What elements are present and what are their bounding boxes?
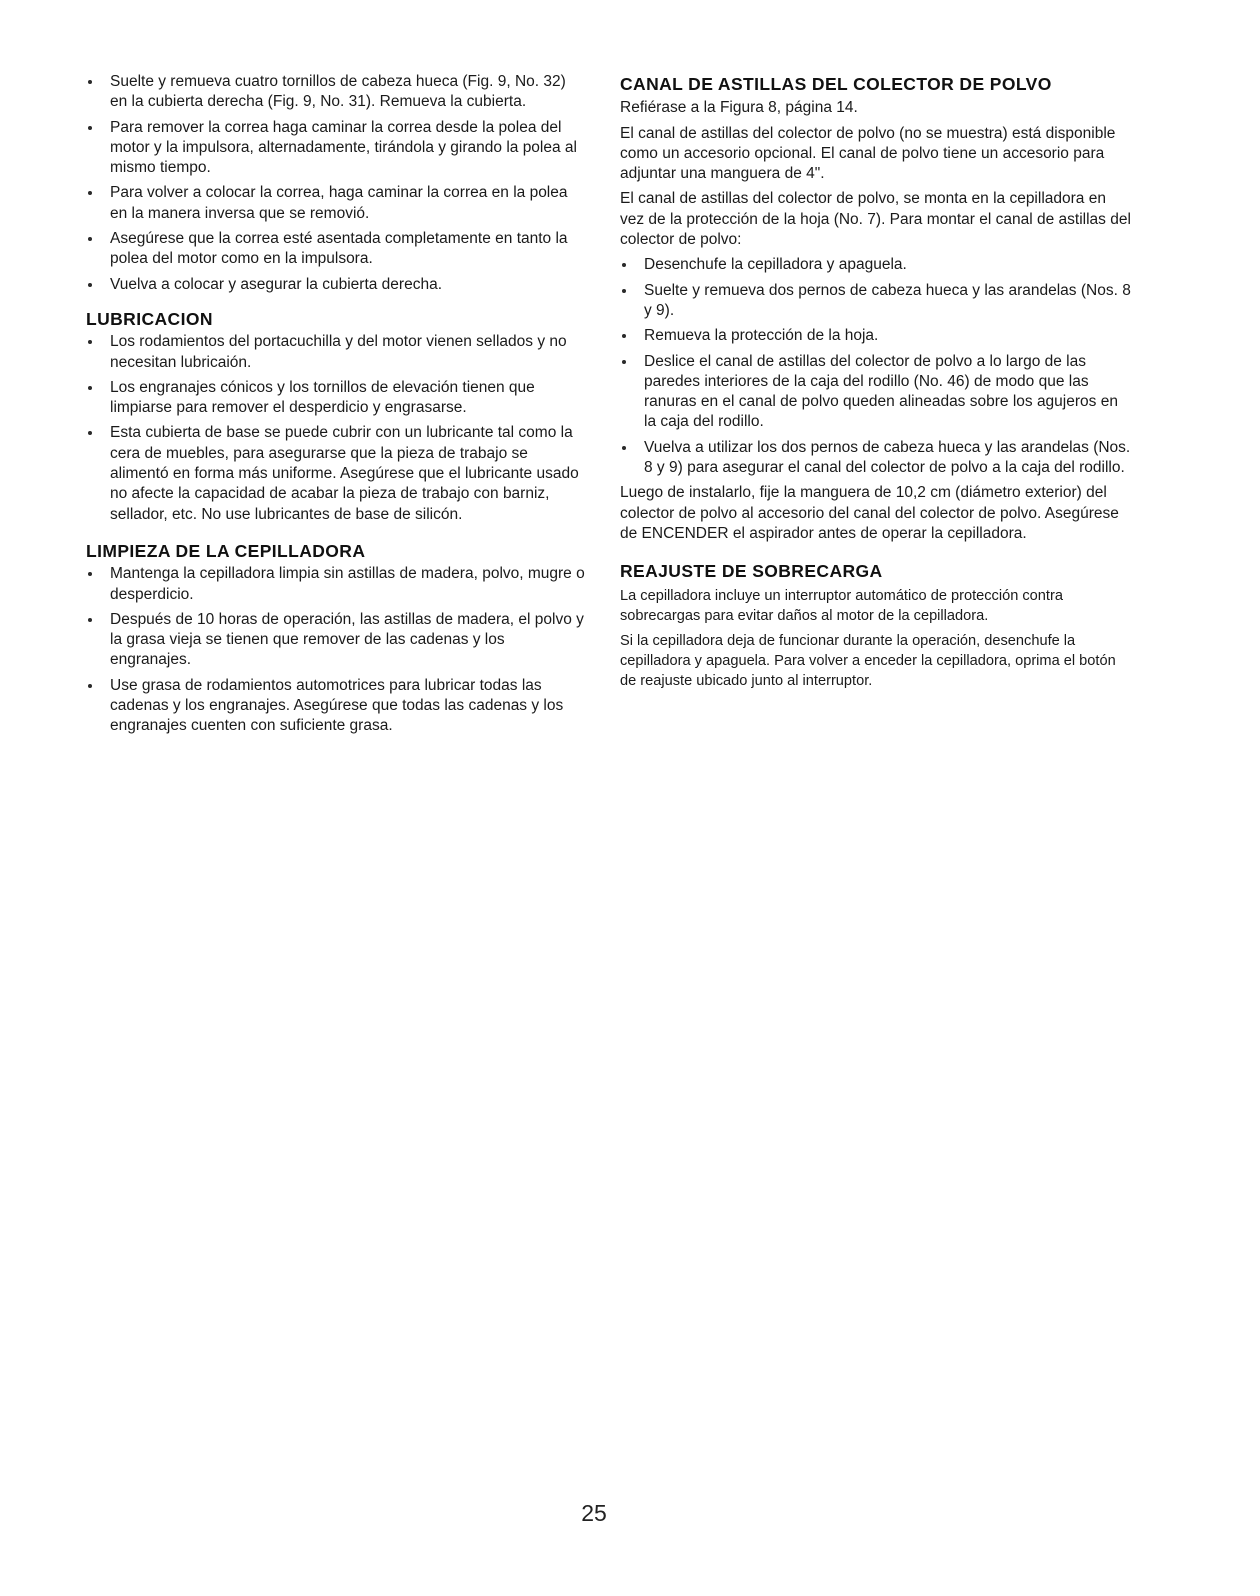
canal-steps-list [620, 255, 1132, 478]
list-item: Suelte y remueva dos pernos de cabeza hueca y las arandelas (Nos. 8 y 9). [620, 281, 1132, 322]
list-item: Mantenga la cepilladora limpia sin astillas de madera, polvo, mugre o desperdicio. [86, 564, 586, 605]
list-item: Para volver a colocar la correa, haga caminar la correa en la polea en la manera inversa que se removió. [86, 183, 586, 224]
reajuste-paragraph-2: Si la cepilladora deja de funcionar durante la operación, desenchufe la cepilladora y apaguela. Para volver a enceder la cepilladora, oprima el botón de reajuste ubicado junto al interruptor. [620, 632, 1116, 689]
list-item: Vuelva a utilizar los dos pernos de cabeza hueca y las arandelas (Nos. 8 y 9) para asegurar el canal del colector de polvo a la caja del rodillo. [620, 438, 1132, 479]
limpieza-heading: LIMPIEZA DE LA CEPILLADORA [86, 540, 366, 561]
canal-heading: CANAL DE ASTILLAS DEL COLECTOR DE POLVO [620, 74, 1052, 94]
list-item: Desenchufe la cepilladora y apaguela. [620, 255, 1132, 275]
page-number: 25 [581, 1500, 607, 1526]
list-item: Remueva la protección de la hoja. [620, 326, 1132, 346]
canal-paragraph-3: Luego de instalarlo, fije la manguera de 10,2 cm (diámetro exterior) del colector de polvo al accesorio del canal del colector de polvo. Asegúrese de ENCENDER el aspirador antes de operar la cepilladora. [620, 484, 1119, 542]
list-item: Los engranajes cónicos y los tornillos de elevación tienen que limpiarse para remover el desperdicio y engrasarse. [86, 378, 586, 419]
canal-paragraph-2: El canal de astillas del colector de polvo, se monta en la cepilladora en vez de la protección de la hoja (No. 7). Para montar el canal de astillas del colector de polvo: [620, 190, 1131, 249]
list-item: Suelte y remueva cuatro tornillos de cabeza hueca (Fig. 9, No. 32) en la cubierta derecha (Fig. 9, No. 31). Remueva la cubierta. [86, 72, 586, 113]
canal-reference: Refiérase a la Figura 8, página 14. [620, 99, 858, 117]
reajuste-paragraph-1: La cepilladora incluye un interruptor automático de protección contra sobrecargas para evitar daños al motor de la cepilladora. [620, 587, 1063, 624]
list-item: Use grasa de rodamientos automotrices para lubricar todas las cadenas y los engranajes. Asegúrese que todas las cadenas y los engranajes cuenten con suficiente grasa. [86, 676, 586, 737]
list-item: Vuelva a colocar y asegurar la cubierta derecha. [86, 275, 586, 295]
lubricacion-list [86, 332, 586, 525]
limpieza-list [86, 564, 586, 736]
list-item: Para remover la correa haga caminar la correa desde la polea del motor y la impulsora, alternadamente, tirándola y girando la polea al mismo tiempo. [86, 118, 586, 179]
right-column [620, 72, 1132, 696]
list-item: Deslice el canal de astillas del colector de polvo a lo largo de las paredes interiores de la caja del rodillo (No. 46) de modo que las ranuras en el canal de polvo queden alineadas sobre los agujeros en la caja del rodillo. [620, 352, 1132, 433]
list-item: Después de 10 horas de operación, las astillas de madera, el polvo y la grasa vieja se tienen que remover de las cadenas y los engranajes. [86, 610, 586, 671]
list-item: Asegúrese que la correa esté asentada completamente en tanto la polea del motor como en la impulsora. [86, 229, 586, 270]
canal-paragraph-1: El canal de astillas del colector de polvo (no se muestra) está disponible como un accesorio opcional. El canal de polvo tiene un accesorio para adjuntar una manguera de 4". [620, 124, 1116, 183]
reajuste-heading: REAJUSTE DE SOBRECARGA [620, 561, 883, 582]
list-item: Los rodamientos del portacuchilla y del motor vienen sellados y no necesitan lubricaión. [86, 332, 586, 373]
list-item: Esta cubierta de base se puede cubrir con un lubricante tal como la cera de muebles, para asegurarse que la pieza de trabajo se alimentó en forma más uniforme. Asegúrese que el lubricante usado no afecte la capacidad de acabar la pieza de trabajo con barniz, sellador, etc. No use lubricantes de base de silicón. [86, 423, 586, 524]
lubricacion-heading: LUBRICACION [86, 308, 213, 329]
intro-list [86, 72, 586, 295]
left-column [86, 72, 586, 742]
